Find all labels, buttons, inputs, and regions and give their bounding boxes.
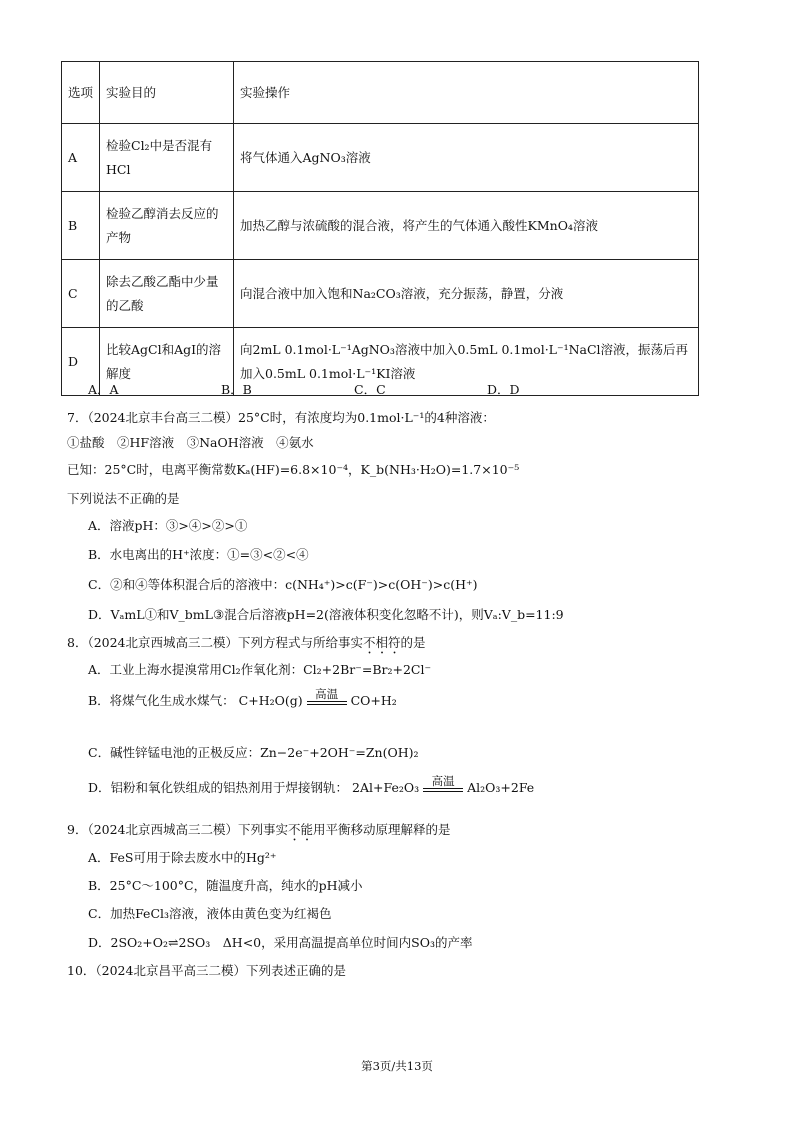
condition-label: 高温 [315,686,339,701]
q10-stem: 10．（2024北京昌平高三二模）下列表述正确的是 [67,963,346,978]
condition-label: 高温 [431,773,455,788]
header-operation: 实验操作 [234,62,699,124]
q8-stem [67,634,426,657]
q9-option-d: D．2SO₂+O₂⇌2SO₃ ΔH<0，采用高温提高单位时间内SO₃的产率 [88,935,473,950]
reaction-condition [423,774,463,792]
q7-option-c: C．②和④等体积混合后的溶液中：c(NH₄⁺)>c(F⁻)>c(OH⁻)>c(H⁺) [88,577,478,592]
q8-option-b [88,686,397,711]
q8-d-right: Al₂O₃+2Fe [467,780,535,795]
row-operation: 向2mL 0.1mol·L⁻¹AgNO₃溶液中加入0.5mL 0.1mol·L⁻¹NaCl溶液，振荡后再加入0.5mL 0.1mol·L⁻¹KI溶液 [234,328,699,396]
q8-option-a: A．工业上海水提溴常用Cl₂作氧化剂：Cl₂+2Br⁻=Br₂+2Cl⁻ [88,662,432,677]
row-goal: 检验Cl₂中是否混有HCl [100,124,234,192]
table-row [62,260,699,328]
q8-b-text: B．将煤气化生成水煤气： [88,693,235,708]
q9-stem-emphasis: 不能 [288,822,314,837]
table-row [62,192,699,260]
row-operation: 加热乙醇与浓硫酸的混合液，将产生的气体通入酸性KMnO₄溶液 [234,192,699,260]
row-option: D [62,328,100,396]
table-header-row [62,62,699,124]
q9-stem [67,821,451,844]
choice-a: A．A [88,382,119,397]
q6-choices [88,381,520,399]
choice-b: B．B [221,382,252,397]
q8-stem-start: 8．（2024北京西城高三二模）下列方程式与所给事实 [67,635,364,650]
row-option: C [62,260,100,328]
q8-option-d [88,773,535,798]
q7-option-d: D．VₐmL①和V_bmL③混合后溶液pH=2(溶液体积变化忽略不计)，则Vₐ:V_b=11:9 [88,607,564,622]
q9-option-a: A．FeS可用于除去废水中的Hg²⁺ [88,850,277,865]
q7-stem: 7．（2024北京丰台高三二模）25°C时，有浓度均为0.1mol·L⁻¹的4种溶液： [67,410,495,425]
q7-option-a: A．溶液pH：③>④>②>① [88,518,248,533]
q8-b-right: CO+H₂ [350,693,397,708]
header-goal: 实验目的 [100,62,234,124]
row-operation: 将气体通入AgNO₃溶液 [234,124,699,192]
reaction-condition [307,687,347,705]
q8-stem-emphasis: 不相符 [363,635,401,650]
equals-bar [423,788,463,792]
q9-stem-end: 用平衡移动原理解释的是 [313,822,451,837]
q7-ask: 下列说法不正确的是 [67,491,180,506]
table-row [62,124,699,192]
row-option: B [62,192,100,260]
options-table [61,61,699,396]
row-option: A [62,124,100,192]
equals-bar [307,701,347,705]
q8-option-c: C．碱性锌锰电池的正极反应：Zn−2e⁻+2OH⁻=Zn(OH)₂ [88,745,419,760]
row-operation: 向混合液中加入饱和Na₂CO₃溶液，充分振荡，静置，分液 [234,260,699,328]
q9-stem-start: 9．（2024北京西城高三二模）下列事实 [67,822,289,837]
choice-c: C．C [354,382,386,397]
page-number: 第3页/共13页 [361,1059,433,1073]
q8-stem-end: 的是 [400,635,426,650]
q8-b-left: C+H₂O(g) [238,693,303,708]
q7-option-b: B．水电离出的H⁺浓度：①=③<②<④ [88,547,309,562]
row-goal: 比较AgCl和AgI的溶解度 [100,328,234,396]
q9-option-c: C．加热FeCl₃溶液，液体由黄色变为红褐色 [88,906,332,921]
q9-option-b: B．25°C～100°C，随温度升高，纯水的pH减小 [88,878,363,893]
header-option: 选项 [62,62,100,124]
row-goal: 检验乙醇消去反应的产物 [100,192,234,260]
q8-d-text: D．铝粉和氧化铁组成的铝热剂用于焊接钢轨： [88,780,349,795]
choice-d: D．D [487,382,520,397]
q7-solutions: ①盐酸 ②HF溶液 ③NaOH溶液 ④氨水 [67,435,314,450]
q7-known: 已知：25°C时，电离平衡常数Kₐ(HF)=6.8×10⁻⁴，K_b(NH₃·H₂O)=1.7×10⁻⁵ [67,462,520,477]
row-goal: 除去乙酸乙酯中少量的乙酸 [100,260,234,328]
q8-d-left: 2Al+Fe₂O₃ [352,780,420,795]
